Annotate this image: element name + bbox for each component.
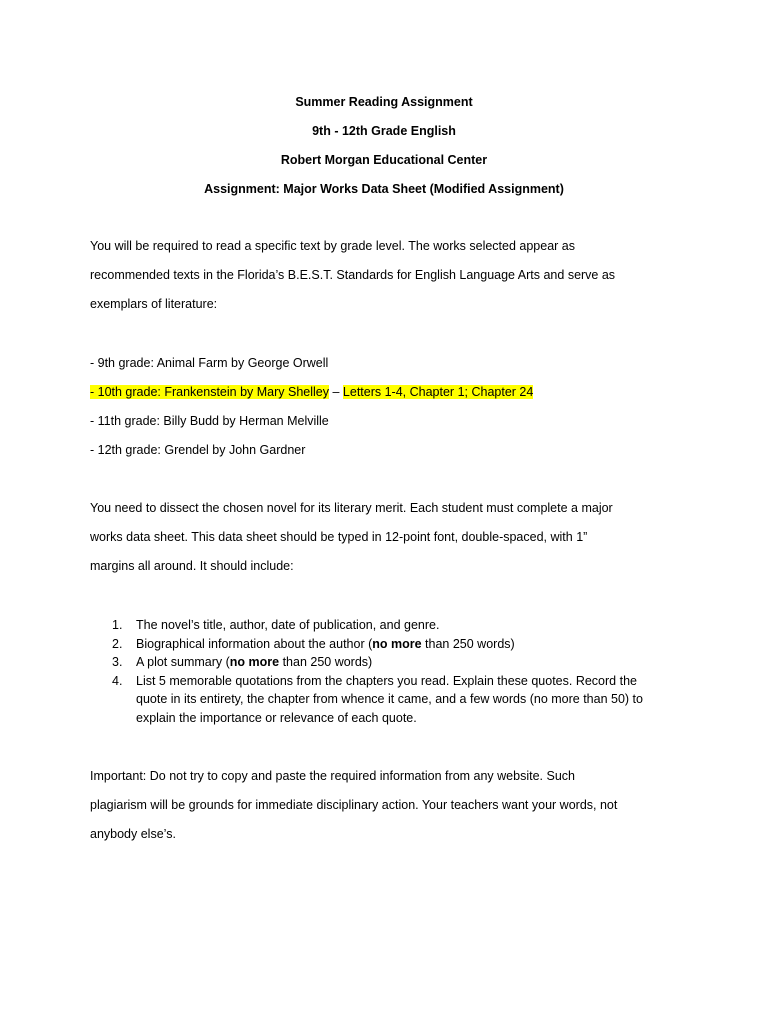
warning-line: Important: Do not try to copy and paste the required information from any website. Such: [90, 769, 575, 783]
emphasis-text: no more: [372, 636, 422, 651]
instructions-line: works data sheet. This data sheet should be typed in 12-point font, double-spaced, with 1”: [90, 530, 588, 544]
list-item: [90, 653, 670, 672]
requirement-text: Biographical information about the author (: [136, 636, 373, 651]
intro-line: recommended texts in the Florida’s B.E.S.T. Standards for English Language Arts and serve as: [90, 268, 616, 282]
list-number: 4.: [112, 673, 123, 688]
intro-line: You will be required to read a specific text by grade level. The works selected appear as: [90, 239, 575, 253]
warning-line: plagiarism will be grounds for immediate disciplinary action. Your teachers want your words, not: [90, 798, 618, 812]
requirement-text: quote in its entirety, the chapter from whence it came, and a few words (no more than 50) to: [136, 692, 643, 706]
requirement-text: The novel’s title, author, date of publication, and genre.: [136, 618, 440, 632]
book-item-10th: [90, 378, 670, 407]
highlighted-book-title: - 10th grade: Frankenstein by Mary Shelley: [90, 385, 330, 399]
book-item-12th: - 12th grade: Grendel by John Gardner: [90, 443, 306, 457]
warning-line: anybody else’s.: [90, 827, 176, 841]
book-list: [90, 349, 670, 465]
assignment-name: Assignment: Major Works Data Sheet (Modified Assignment): [204, 182, 564, 196]
document-title: Summer Reading Assignment: [295, 95, 473, 109]
list-number: 1.: [112, 618, 123, 632]
book-item-9th: - 9th grade: Animal Farm by George Orwell: [90, 356, 329, 370]
requirement-text: List 5 memorable quotations from the chapters you read. Explain these quotes. Record the: [136, 673, 637, 688]
intro-paragraph: [90, 232, 670, 319]
list-item: [90, 672, 670, 728]
requirements-list: [90, 616, 670, 727]
instructions-paragraph: [90, 494, 670, 581]
instructions-line: margins all around. It should include:: [90, 559, 294, 573]
instructions-line: You need to dissect the chosen novel for its literary merit. Each student must complete a major: [90, 501, 613, 515]
highlighted-chapters: Letters 1-4, Chapter 1; Chapter 24: [342, 385, 534, 399]
list-number: 3.: [112, 655, 123, 669]
requirement-text: than 250 words): [421, 636, 515, 651]
list-item: [90, 635, 670, 654]
dash-separator: –: [329, 385, 343, 399]
requirement-text: A plot summary (: [136, 655, 230, 669]
emphasis-text: no more: [229, 655, 280, 669]
requirement-text: explain the importance or relevance of each quote.: [136, 710, 417, 725]
warning-paragraph: [90, 762, 670, 849]
list-item: [90, 616, 670, 635]
requirement-text: than 250 words): [279, 655, 373, 669]
book-item-11th: - 11th grade: Billy Budd by Herman Melville: [90, 414, 329, 428]
school-name: Robert Morgan Educational Center: [280, 153, 488, 167]
intro-line: exemplars of literature:: [90, 297, 218, 311]
list-number: 2.: [112, 636, 123, 651]
grade-range: 9th - 12th Grade English: [312, 124, 456, 138]
document-heading: [0, 93, 768, 209]
